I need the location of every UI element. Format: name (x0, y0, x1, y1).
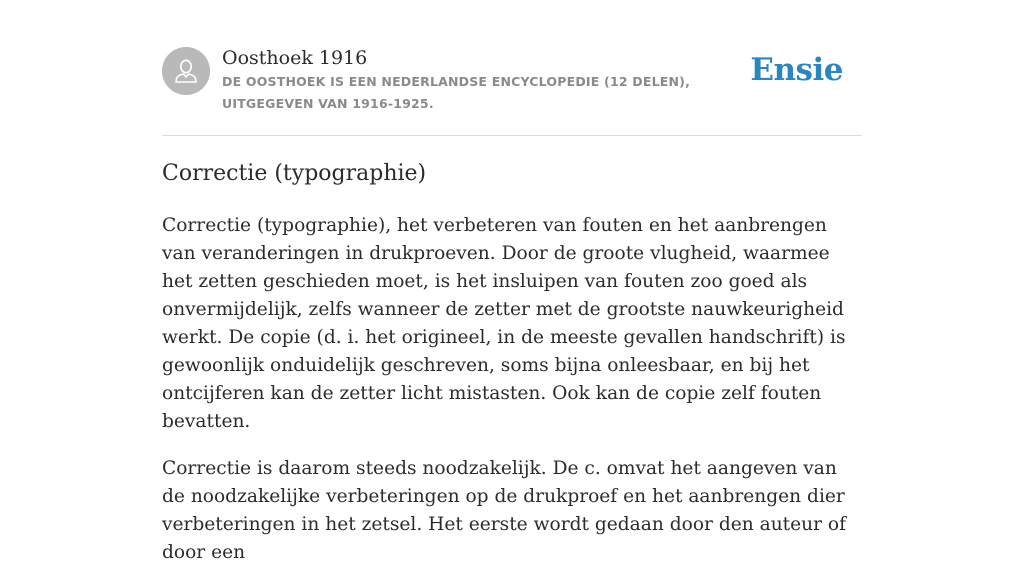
source-description: DE OOSTHOEK IS EEN NEDERLANDSE ENCYCLOPEDIE (12 DELEN), UITGEGEVEN VAN 1916-1925. (222, 74, 691, 111)
page-container (162, 0, 862, 563)
article-paragraph: Correctie is daarom steeds noodzakelijk. De c. omvat het aangeven van de noodzakelijke verbeteringen op de drukproef en het aanbrengen dier verbeteringen in het zetsel. Het eerste wordt gedaan door den auteur of door een (162, 458, 847, 563)
source-title[interactable]: Oosthoek 1916 (222, 47, 368, 69)
source-header (162, 0, 862, 136)
avatar[interactable] (162, 47, 210, 95)
article-title: Correctie (typographie) (162, 161, 427, 186)
article-body (162, 212, 862, 586)
ensie-logo-link[interactable]: Ensie (750, 52, 843, 88)
user-icon (162, 47, 210, 95)
article-paragraph: Correctie (typographie), het verbeteren van fouten en het aanbrengen van veranderingen in drukproeven. Door de groote vlugheid, waarmee het zetten geschieden moet, is het insluipen van fouten zoo goed als onvermijdelijk, zelfs wanneer de zetter met de grootste nauwkeurigheid werkt. De copie (d. i. het origineel, in de meeste gevallen handschrift) is gewoonlijk onduidelijk geschreven, soms bijna onleesbaar, en bij het ontcijferen kan de zetter licht mistasten. Ook kan de copie zelf fouten bevatten. (162, 215, 846, 432)
